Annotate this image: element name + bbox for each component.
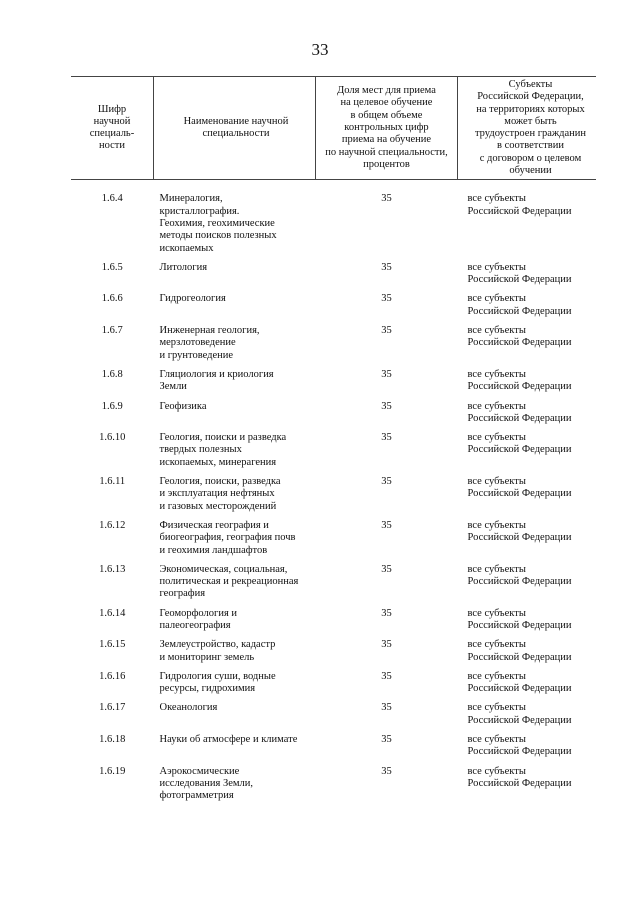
row-regions: все субъекты Российской Федерации	[467, 325, 572, 349]
row-share: 35	[381, 519, 392, 531]
table-body	[71, 180, 596, 810]
row-regions: все субъекты Российской Федерации	[467, 702, 572, 726]
row-name: Минералогия, кристаллография. Геохимия, геохимические методы поисков полезных ископаемых	[159, 193, 277, 254]
row-regions: все субъекты Российской Федерации	[467, 670, 572, 695]
row-regions: все субъекты Российской Федерации	[467, 293, 572, 317]
row-name: Гидрология суши, водные ресурсы, гидрохимия	[159, 670, 276, 695]
row-regions: все субъекты Российской Федерации	[467, 400, 572, 424]
row-code: 1.6.15	[99, 639, 126, 651]
table-row	[71, 564, 596, 608]
table-row	[71, 766, 596, 810]
row-name: Геоморфология и палеогеография	[159, 607, 238, 631]
table-row	[71, 369, 596, 401]
table-row	[71, 476, 596, 520]
row-name: Землеустройство, кадастр и мониторинг земель	[159, 639, 276, 663]
row-name: Экономическая, социальная, политическая и рекреационная география	[159, 563, 299, 600]
row-code: 1.6.7	[101, 325, 123, 337]
table-row	[71, 520, 596, 564]
row-code: 1.6.16	[99, 670, 126, 682]
table-row	[71, 702, 596, 734]
row-share: 35	[381, 639, 392, 651]
row-regions: все субъекты Российской Федерации	[467, 519, 572, 544]
row-regions: все субъекты Российской Федерации	[467, 734, 572, 758]
row-name: Геофизика	[159, 400, 207, 412]
table-row	[71, 293, 596, 325]
row-share: 35	[381, 670, 392, 682]
row-code: 1.6.4	[101, 193, 123, 205]
header-code: Шифр научной специаль- ности	[71, 77, 154, 180]
row-regions: все субъекты Российской Федерации	[467, 639, 572, 663]
row-code: 1.6.6	[101, 293, 123, 305]
row-name: Инженерная геология, мерзлотоведение и грунтоведение	[159, 325, 260, 361]
row-code: 1.6.8	[101, 368, 123, 380]
row-name: Океанология	[159, 702, 218, 714]
table-row	[71, 262, 596, 294]
row-regions: все субъекты Российской Федерации	[467, 261, 572, 286]
row-code: 1.6.14	[99, 607, 126, 619]
table-header	[71, 77, 596, 180]
specialties-table	[71, 76, 596, 810]
row-code: 1.6.9	[101, 400, 123, 412]
header-share: Доля мест для приема на целевое обучение в общем объеме контрольных цифр приема на обучение по научной специальности, процентов	[316, 77, 458, 180]
row-share: 35	[381, 261, 392, 273]
row-share: 35	[381, 193, 392, 205]
row-code: 1.6.11	[99, 476, 126, 488]
table-row	[71, 401, 596, 433]
row-share: 35	[381, 476, 392, 488]
table-row	[71, 325, 596, 369]
row-code: 1.6.19	[99, 765, 126, 777]
header-row	[71, 77, 596, 180]
row-share: 35	[381, 293, 392, 305]
row-code: 1.6.10	[99, 432, 126, 444]
row-regions: все субъекты Российской Федерации	[467, 607, 572, 631]
row-share: 35	[381, 432, 392, 444]
row-code: 1.6.18	[99, 734, 126, 746]
page-number: 33	[311, 40, 329, 59]
row-name: Литология	[159, 261, 208, 273]
row-share: 35	[381, 368, 392, 380]
row-share: 35	[381, 400, 392, 412]
row-regions: все субъекты Российской Федерации	[467, 368, 572, 393]
row-name: Аэрокосмические исследования Земли, фотограмметрия	[159, 765, 254, 802]
table-row	[71, 180, 596, 262]
row-regions: все субъекты Российской Федерации	[467, 476, 572, 500]
row-name: Гляциология и криология Земли	[159, 368, 274, 393]
table-row	[71, 608, 596, 640]
row-regions: все субъекты Российской Федерации	[467, 563, 572, 588]
row-code: 1.6.17	[99, 702, 126, 714]
row-name: Геология, поиски и разведка твердых полезных ископаемых, минерагения	[159, 432, 287, 468]
row-share: 35	[381, 765, 392, 777]
row-share: 35	[381, 607, 392, 619]
row-share: 35	[381, 734, 392, 746]
row-name: Науки об атмосфере и климате	[159, 734, 298, 746]
row-share: 35	[381, 563, 392, 575]
row-regions: все субъекты Российской Федерации	[467, 765, 572, 789]
row-name: Физическая география и биогеография, география почв и геохимия ландшафтов	[159, 519, 296, 556]
table-row	[71, 671, 596, 703]
row-regions: все субъекты Российской Федерации	[467, 432, 572, 456]
row-code: 1.6.12	[99, 519, 126, 531]
header-name: Наименование научной специальности	[154, 77, 316, 180]
row-code: 1.6.5	[101, 261, 123, 273]
row-share: 35	[381, 702, 392, 714]
header-regions: Субъекты Российской Федерации, на территориях которых может быть трудоустроен гражданин в соответствии с договором о целевом обучении	[458, 77, 597, 180]
table-row	[71, 432, 596, 476]
row-regions: все субъекты Российской Федерации	[467, 193, 572, 217]
table-row	[71, 639, 596, 671]
row-name: Гидрогеология	[159, 293, 226, 305]
table-row	[71, 734, 596, 766]
row-share: 35	[381, 325, 392, 337]
row-code: 1.6.13	[99, 563, 126, 575]
row-name: Геология, поиски, разведка и эксплуатация нефтяных и газовых месторождений	[159, 476, 281, 512]
